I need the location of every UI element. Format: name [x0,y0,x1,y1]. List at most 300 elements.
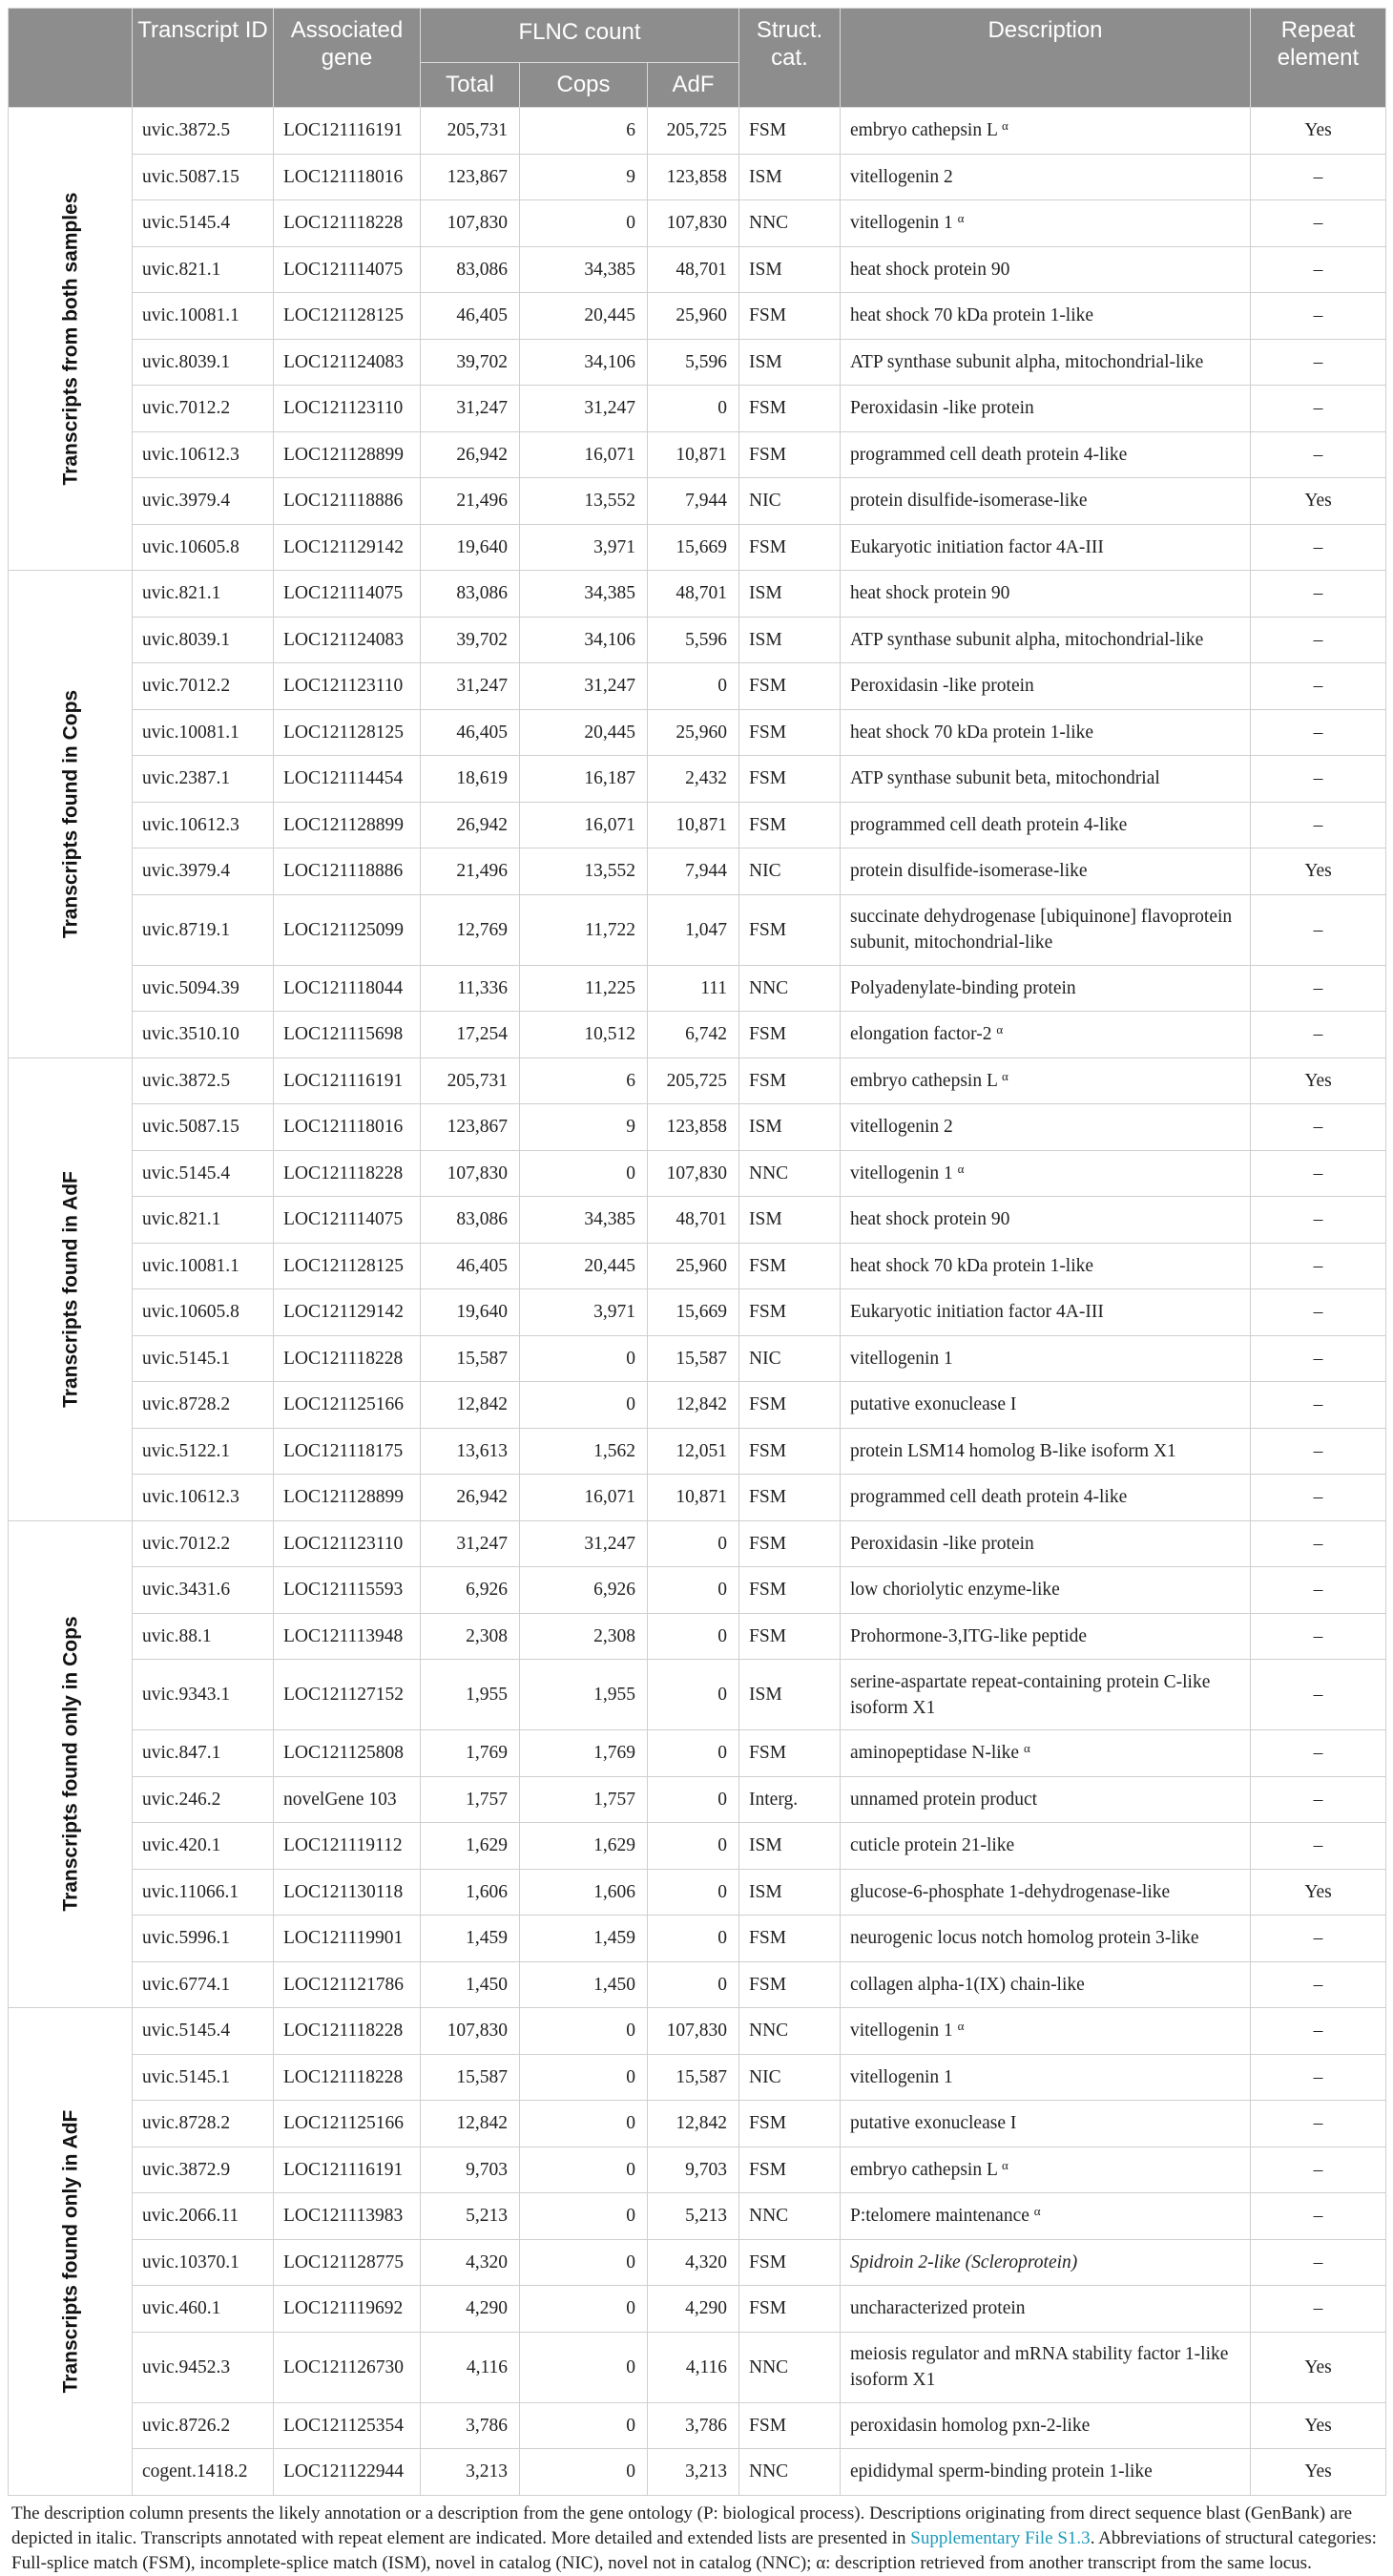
struct-cat-cell: FSM [739,1243,841,1289]
description-cell [841,1823,1251,1870]
repeat-element-cell: – [1251,571,1386,618]
transcript-id-cell: uvic.821.1 [133,571,274,618]
cops-count-cell: 0 [520,2101,648,2147]
table-row [9,2239,1386,2286]
repeat-element-cell: – [1251,1776,1386,1823]
repeat-element-cell: Yes [1251,2402,1386,2449]
description-cell [841,2239,1251,2286]
adf-count-cell: 48,701 [648,246,739,293]
cops-count-cell: 3,971 [520,1289,648,1336]
transcript-id-cell: uvic.3872.5 [133,1058,274,1104]
table-row [9,2402,1386,2449]
transcript-id-cell: uvic.3431.6 [133,1567,274,1614]
table-row [9,1104,1386,1151]
total-count-cell: 6,926 [421,1567,520,1614]
table-row [9,1197,1386,1244]
description-text: unnamed protein product [850,1789,1038,1810]
description-cell [841,1730,1251,1777]
associated-gene-cell: LOC121113983 [274,2193,421,2240]
transcript-id-cell: uvic.10612.3 [133,1475,274,1521]
group-cell [9,1058,133,1520]
transcript-id-cell: uvic.246.2 [133,1776,274,1823]
cops-count-cell: 0 [520,2054,648,2101]
struct-cat-cell: FSM [739,1475,841,1521]
transcript-id-cell: uvic.5145.4 [133,2008,274,2055]
description-cell [841,1197,1251,1244]
struct-cat-cell: ISM [739,339,841,386]
transcript-id-cell: uvic.8039.1 [133,617,274,663]
cops-count-cell: 9 [520,154,648,200]
cops-count-cell: 34,385 [520,1197,648,1244]
total-count-cell: 26,942 [421,431,520,478]
associated-gene-cell: LOC121128125 [274,709,421,756]
table-row [9,2008,1386,2055]
alpha-marker: α [957,211,965,226]
adf-count-cell: 3,213 [648,2449,739,2496]
associated-gene-cell: LOC121122944 [274,2449,421,2496]
description-text: vitellogenin 1 [850,1348,953,1369]
description-cell [841,848,1251,895]
repeat-element-cell: – [1251,1012,1386,1058]
total-count-cell: 83,086 [421,571,520,618]
associated-gene-cell: LOC121118228 [274,1335,421,1382]
associated-gene-cell: LOC121125166 [274,2101,421,2147]
description-text: putative exonuclease I [850,1394,1017,1415]
header-cops: Cops [520,63,648,108]
cops-count-cell: 11,225 [520,965,648,1012]
description-cell [841,386,1251,432]
transcript-id-cell: uvic.5145.4 [133,200,274,247]
description-cell [841,663,1251,710]
associated-gene-cell: LOC121119112 [274,1823,421,1870]
total-count-cell: 17,254 [421,1012,520,1058]
total-count-cell: 21,496 [421,848,520,895]
repeat-element-cell: – [1251,1730,1386,1777]
header-transcript-id: Transcript ID [133,9,274,108]
total-count-cell: 107,830 [421,1150,520,1197]
struct-cat-cell: FSM [739,1428,841,1475]
struct-cat-cell: FSM [739,293,841,340]
struct-cat-cell: FSM [739,802,841,848]
adf-count-cell: 107,830 [648,200,739,247]
description-text: peroxidasin homolog pxn-2-like [850,2415,1091,2436]
total-count-cell: 12,769 [421,894,520,965]
total-count-cell: 46,405 [421,709,520,756]
struct-cat-cell: FSM [739,2239,841,2286]
description-text: epididymal sperm-binding protein 1-like [850,2461,1153,2482]
group-cell [9,108,133,571]
table-row [9,965,1386,1012]
description-cell [841,1058,1251,1104]
associated-gene-cell: LOC121121786 [274,1961,421,2008]
repeat-element-cell: – [1251,2239,1386,2286]
repeat-element-cell: – [1251,617,1386,663]
repeat-element-cell: – [1251,2101,1386,2147]
associated-gene-cell: LOC121125808 [274,1730,421,1777]
description-cell [841,108,1251,155]
total-count-cell: 19,640 [421,524,520,571]
associated-gene-cell: LOC121114454 [274,756,421,803]
description-text: embryo cathepsin L [850,120,998,141]
table-row [9,108,1386,155]
transcript-id-cell: uvic.3510.10 [133,1012,274,1058]
associated-gene-cell: LOC121123110 [274,386,421,432]
cops-count-cell: 6 [520,1058,648,1104]
struct-cat-cell: FSM [739,1613,841,1660]
struct-cat-cell: NIC [739,478,841,525]
description-text: ATP synthase subunit alpha, mitochondrial-like [850,351,1204,372]
adf-count-cell: 0 [648,1660,739,1730]
description-text: vitellogenin 1 [850,213,953,234]
cops-count-cell: 1,459 [520,1916,648,1962]
struct-cat-cell: FSM [739,1567,841,1614]
transcript-id-cell: uvic.2387.1 [133,756,274,803]
struct-cat-cell: ISM [739,246,841,293]
adf-count-cell: 123,858 [648,1104,739,1151]
associated-gene-cell: LOC121125166 [274,1382,421,1429]
adf-count-cell: 7,944 [648,848,739,895]
repeat-element-cell: – [1251,1475,1386,1521]
total-count-cell: 21,496 [421,478,520,525]
transcript-id-cell: uvic.5145.1 [133,1335,274,1382]
description-cell [841,2054,1251,2101]
table-row [9,1776,1386,1823]
total-count-cell: 4,320 [421,2239,520,2286]
adf-count-cell: 0 [648,1961,739,2008]
repeat-element-cell: – [1251,2193,1386,2240]
repeat-element-cell: Yes [1251,2332,1386,2402]
description-cell [841,1660,1251,1730]
associated-gene-cell: LOC121128125 [274,293,421,340]
repeat-element-cell: – [1251,2147,1386,2193]
alpha-marker: α [957,1161,965,1176]
total-count-cell: 1,450 [421,1961,520,2008]
struct-cat-cell: ISM [739,1823,841,1870]
table-row [9,1613,1386,1660]
repeat-element-cell: – [1251,431,1386,478]
struct-cat-cell: FSM [739,1730,841,1777]
transcript-id-cell: uvic.7012.2 [133,1520,274,1567]
adf-count-cell: 12,842 [648,2101,739,2147]
description-text: Spidroin 2-like (Scleroprotein) [850,2251,1078,2272]
transcript-id-cell: uvic.5094.39 [133,965,274,1012]
table-row [9,293,1386,340]
header-total: Total [421,63,520,108]
struct-cat-cell: NIC [739,1335,841,1382]
struct-cat-cell: FSM [739,386,841,432]
table-row [9,1520,1386,1567]
description-text: ATP synthase subunit alpha, mitochondrial-like [850,629,1204,650]
table-row [9,2332,1386,2402]
cops-count-cell: 6,926 [520,1567,648,1614]
description-text: neurogenic locus notch homolog protein 3-like [850,1928,1199,1949]
transcript-id-cell: uvic.821.1 [133,246,274,293]
cops-count-cell: 16,071 [520,1475,648,1521]
description-cell [841,709,1251,756]
table-row [9,756,1386,803]
description-cell [841,293,1251,340]
description-cell [841,756,1251,803]
group-cell [9,2008,133,2496]
associated-gene-cell: LOC121123110 [274,1520,421,1567]
struct-cat-cell: FSM [739,756,841,803]
repeat-element-cell: – [1251,1567,1386,1614]
associated-gene-cell: LOC121114075 [274,1197,421,1244]
struct-cat-cell: FSM [739,108,841,155]
total-count-cell: 107,830 [421,2008,520,2055]
description-text: vitellogenin 2 [850,1117,953,1138]
cops-count-cell: 0 [520,2402,648,2449]
total-count-cell: 1,606 [421,1869,520,1916]
transcript-id-cell: uvic.5087.15 [133,1104,274,1151]
repeat-element-cell: – [1251,1823,1386,1870]
total-count-cell: 46,405 [421,293,520,340]
description-text: low choriolytic enzyme-like [850,1580,1060,1601]
total-count-cell: 1,629 [421,1823,520,1870]
description-text: programmed cell death protein 4-like [850,444,1128,465]
description-cell [841,2101,1251,2147]
description-text: glucose-6-phosphate 1-dehydrogenase-like [850,1881,1171,1902]
cops-count-cell: 0 [520,2193,648,2240]
alpha-marker: α [1002,118,1008,134]
struct-cat-cell: FSM [739,431,841,478]
associated-gene-cell: LOC121128899 [274,431,421,478]
cops-count-cell: 10,512 [520,1012,648,1058]
total-count-cell: 11,336 [421,965,520,1012]
struct-cat-cell: NNC [739,2449,841,2496]
transcript-id-cell: uvic.6774.1 [133,1961,274,2008]
table-row [9,1823,1386,1870]
repeat-element-cell: – [1251,802,1386,848]
total-count-cell: 1,769 [421,1730,520,1777]
cops-count-cell: 0 [520,1335,648,1382]
associated-gene-cell: LOC121114075 [274,246,421,293]
cops-count-cell: 0 [520,2008,648,2055]
cops-count-cell: 31,247 [520,386,648,432]
table-row [9,1428,1386,1475]
associated-gene-cell: LOC121124083 [274,617,421,663]
cops-count-cell: 0 [520,200,648,247]
cops-count-cell: 20,445 [520,293,648,340]
description-text: Peroxidasin -like protein [850,398,1034,419]
transcript-id-cell: uvic.8728.2 [133,2101,274,2147]
total-count-cell: 13,613 [421,1428,520,1475]
adf-count-cell: 123,858 [648,154,739,200]
struct-cat-cell: ISM [739,154,841,200]
description-cell [841,894,1251,965]
repeat-element-cell: Yes [1251,478,1386,525]
repeat-element-cell: – [1251,1243,1386,1289]
description-cell [841,1520,1251,1567]
struct-cat-cell: FSM [739,2101,841,2147]
supplementary-file-link[interactable]: Supplementary File S1.3 [910,2527,1091,2548]
description-text: heat shock protein 90 [850,583,1010,604]
table-row [9,1335,1386,1382]
table-header [9,9,1386,108]
cops-count-cell: 9 [520,1104,648,1151]
total-count-cell: 12,842 [421,2101,520,2147]
associated-gene-cell: LOC121125099 [274,894,421,965]
struct-cat-cell: ISM [739,1660,841,1730]
adf-count-cell: 4,320 [648,2239,739,2286]
group-label: Transcripts found in AdF [59,1170,81,1408]
adf-count-cell: 0 [648,1730,739,1777]
description-cell [841,1335,1251,1382]
struct-cat-cell: FSM [739,2286,841,2333]
adf-count-cell: 7,944 [648,478,739,525]
table-row [9,1382,1386,1429]
associated-gene-cell: LOC121128125 [274,1243,421,1289]
struct-cat-cell: FSM [739,524,841,571]
cops-count-cell: 1,606 [520,1869,648,1916]
adf-count-cell: 4,290 [648,2286,739,2333]
repeat-element-cell: – [1251,1382,1386,1429]
associated-gene-cell: LOC121118175 [274,1428,421,1475]
total-count-cell: 12,842 [421,1382,520,1429]
cops-count-cell: 11,722 [520,894,648,965]
total-count-cell: 1,757 [421,1776,520,1823]
table-row [9,339,1386,386]
repeat-element-cell: Yes [1251,848,1386,895]
cops-count-cell: 0 [520,1150,648,1197]
cops-count-cell: 31,247 [520,663,648,710]
table-row [9,2054,1386,2101]
struct-cat-cell: NNC [739,2008,841,2055]
adf-count-cell: 10,871 [648,431,739,478]
description-text: Peroxidasin -like protein [850,1533,1034,1554]
struct-cat-cell: ISM [739,571,841,618]
total-count-cell: 39,702 [421,339,520,386]
associated-gene-cell: LOC121128775 [274,2239,421,2286]
adf-count-cell: 48,701 [648,571,739,618]
transcript-id-cell: uvic.3872.9 [133,2147,274,2193]
total-count-cell: 31,247 [421,663,520,710]
description-cell [841,2402,1251,2449]
struct-cat-cell: FSM [739,663,841,710]
repeat-element-cell: Yes [1251,1869,1386,1916]
cops-count-cell: 34,385 [520,246,648,293]
transcript-id-cell: cogent.1418.2 [133,2449,274,2496]
cops-count-cell: 16,187 [520,756,648,803]
total-count-cell: 205,731 [421,108,520,155]
adf-count-cell: 205,725 [648,108,739,155]
struct-cat-cell: NIC [739,848,841,895]
table-row [9,848,1386,895]
transcript-id-cell: uvic.10081.1 [133,1243,274,1289]
footnote-text: The description column presents the likely annotation or a description from the gene ontology (P: biological process). Descriptions originating from direct sequence blast (GenBank) are depicted in italic. Transcripts annotated with repeat element are indicated. More detailed and extended lists are presented in [11,2503,1353,2548]
repeat-element-cell: – [1251,1197,1386,1244]
associated-gene-cell: novelGene 103 [274,1776,421,1823]
description-cell [841,339,1251,386]
header-adf: AdF [648,63,739,108]
footnote-text-end: . Abbreviations of structural categories: Full-splice match (FSM), incomplete-splice match (ISM), novel in catalog (NIC), novel not in catalog (NNC); α: description retrieved from another transcript from the same locus. [11,2527,1377,2573]
total-count-cell: 2,308 [421,1613,520,1660]
cops-count-cell: 31,247 [520,1520,648,1567]
adf-count-cell: 111 [648,965,739,1012]
transcript-id-cell: uvic.10605.8 [133,1289,274,1336]
associated-gene-cell: LOC121119901 [274,1916,421,1962]
cops-count-cell: 34,385 [520,571,648,618]
struct-cat-cell: NNC [739,200,841,247]
struct-cat-cell: FSM [739,1012,841,1058]
transcript-id-cell: uvic.7012.2 [133,386,274,432]
adf-count-cell: 10,871 [648,1475,739,1521]
total-count-cell: 15,587 [421,2054,520,2101]
repeat-element-cell: – [1251,709,1386,756]
associated-gene-cell: LOC121116191 [274,1058,421,1104]
struct-cat-cell: FSM [739,1289,841,1336]
transcript-id-cell: uvic.8719.1 [133,894,274,965]
description-cell [841,2449,1251,2496]
table-row [9,1289,1386,1336]
cops-count-cell: 0 [520,2147,648,2193]
transcript-id-cell: uvic.5122.1 [133,1428,274,1475]
description-text: elongation factor-2 [850,1024,992,1045]
transcript-id-cell: uvic.5145.1 [133,2054,274,2101]
total-count-cell: 1,459 [421,1916,520,1962]
repeat-element-cell: – [1251,2286,1386,2333]
transcript-id-cell: uvic.5145.4 [133,1150,274,1197]
description-text: serine-aspartate repeat-containing protein C-like isoform X1 [850,1671,1211,1718]
associated-gene-cell: LOC121128899 [274,802,421,848]
total-count-cell: 83,086 [421,1197,520,1244]
total-count-cell: 26,942 [421,1475,520,1521]
transcript-id-cell: uvic.2066.11 [133,2193,274,2240]
transcript-id-cell: uvic.8039.1 [133,339,274,386]
struct-cat-cell: ISM [739,1197,841,1244]
associated-gene-cell: LOC121127152 [274,1660,421,1730]
total-count-cell: 1,955 [421,1660,520,1730]
adf-count-cell: 0 [648,1567,739,1614]
transcript-id-cell: uvic.847.1 [133,1730,274,1777]
total-count-cell: 26,942 [421,802,520,848]
repeat-element-cell: – [1251,200,1386,247]
description-cell [841,1567,1251,1614]
transcript-id-cell: uvic.3872.5 [133,108,274,155]
table-row [9,1475,1386,1521]
description-text: heat shock 70 kDa protein 1-like [850,1255,1094,1276]
table-row [9,1150,1386,1197]
description-cell [841,1289,1251,1336]
table-row [9,2193,1386,2240]
adf-count-cell: 5,213 [648,2193,739,2240]
adf-count-cell: 4,116 [648,2332,739,2402]
adf-count-cell: 0 [648,1916,739,1962]
associated-gene-cell: LOC121129142 [274,1289,421,1336]
table-body [9,108,1386,2496]
table-row [9,894,1386,965]
description-text: heat shock 70 kDa protein 1-like [850,722,1094,743]
repeat-element-cell: Yes [1251,1058,1386,1104]
description-cell [841,1012,1251,1058]
adf-count-cell: 0 [648,386,739,432]
total-count-cell: 18,619 [421,756,520,803]
total-count-cell: 4,290 [421,2286,520,2333]
total-count-cell: 83,086 [421,246,520,293]
transcript-id-cell: uvic.9452.3 [133,2332,274,2402]
description-text: Peroxidasin -like protein [850,676,1034,697]
adf-count-cell: 107,830 [648,2008,739,2055]
table-row [9,154,1386,200]
total-count-cell: 107,830 [421,200,520,247]
total-count-cell: 15,587 [421,1335,520,1382]
adf-count-cell: 25,960 [648,1243,739,1289]
description-text: vitellogenin 1 [850,2021,953,2042]
adf-count-cell: 15,669 [648,524,739,571]
adf-count-cell: 0 [648,1776,739,1823]
description-cell [841,246,1251,293]
associated-gene-cell: LOC121118228 [274,2054,421,2101]
